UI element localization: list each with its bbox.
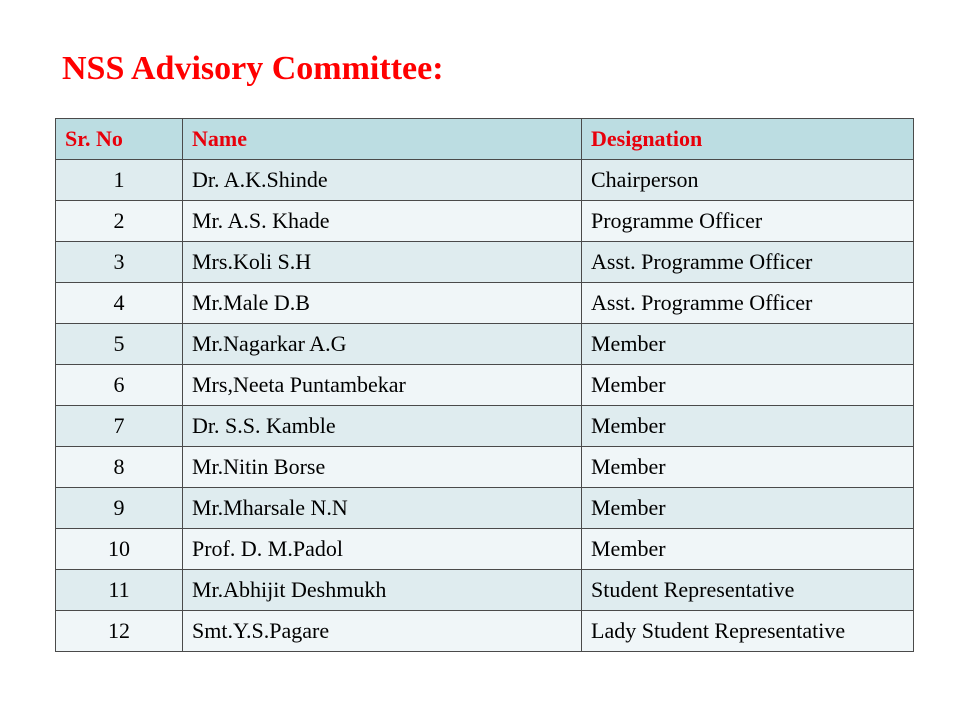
- cell-sr-no: 10: [56, 529, 183, 570]
- cell-designation: Lady Student Representative: [582, 611, 914, 652]
- cell-designation: Asst. Programme Officer: [582, 283, 914, 324]
- table-row: [56, 570, 914, 611]
- cell-name: Prof. D. M.Padol: [183, 529, 582, 570]
- cell-sr-no: 12: [56, 611, 183, 652]
- cell-name: Dr. A.K.Shinde: [183, 160, 582, 201]
- table-row: [56, 324, 914, 365]
- cell-designation: Member: [582, 529, 914, 570]
- cell-designation: Member: [582, 488, 914, 529]
- cell-designation: Student Representative: [582, 570, 914, 611]
- table-row: [56, 283, 914, 324]
- cell-name: Smt.Y.S.Pagare: [183, 611, 582, 652]
- table-row: [56, 488, 914, 529]
- table-row: [56, 447, 914, 488]
- header-designation: Designation: [582, 119, 914, 160]
- cell-designation: Asst. Programme Officer: [582, 242, 914, 283]
- header-sr-no: Sr. No: [56, 119, 183, 160]
- cell-name: Mr. A.S. Khade: [183, 201, 582, 242]
- cell-sr-no: 2: [56, 201, 183, 242]
- table-row: [56, 529, 914, 570]
- cell-name: Mr.Nitin Borse: [183, 447, 582, 488]
- cell-designation: Member: [582, 447, 914, 488]
- table-header-row: [56, 119, 914, 160]
- table-row: [56, 201, 914, 242]
- table-row: [56, 611, 914, 652]
- cell-designation: Programme Officer: [582, 201, 914, 242]
- header-name: Name: [183, 119, 582, 160]
- cell-designation: Member: [582, 365, 914, 406]
- page-title: NSS Advisory Committee:: [62, 50, 444, 87]
- cell-sr-no: 4: [56, 283, 183, 324]
- cell-sr-no: 8: [56, 447, 183, 488]
- table-row: [56, 406, 914, 447]
- cell-sr-no: 1: [56, 160, 183, 201]
- cell-name: Mr.Mharsale N.N: [183, 488, 582, 529]
- cell-sr-no: 9: [56, 488, 183, 529]
- cell-name: Dr. S.S. Kamble: [183, 406, 582, 447]
- cell-name: Mr.Abhijit Deshmukh: [183, 570, 582, 611]
- cell-sr-no: 5: [56, 324, 183, 365]
- cell-name: Mrs,Neeta Puntambekar: [183, 365, 582, 406]
- cell-sr-no: 6: [56, 365, 183, 406]
- cell-designation: Member: [582, 406, 914, 447]
- cell-designation: Chairperson: [582, 160, 914, 201]
- table-row: [56, 365, 914, 406]
- cell-name: Mr.Male D.B: [183, 283, 582, 324]
- table-row: [56, 242, 914, 283]
- table-row: [56, 160, 914, 201]
- cell-sr-no: 11: [56, 570, 183, 611]
- committee-table: [55, 118, 914, 652]
- cell-sr-no: 7: [56, 406, 183, 447]
- cell-sr-no: 3: [56, 242, 183, 283]
- cell-name: Mr.Nagarkar A.G: [183, 324, 582, 365]
- cell-name: Mrs.Koli S.H: [183, 242, 582, 283]
- cell-designation: Member: [582, 324, 914, 365]
